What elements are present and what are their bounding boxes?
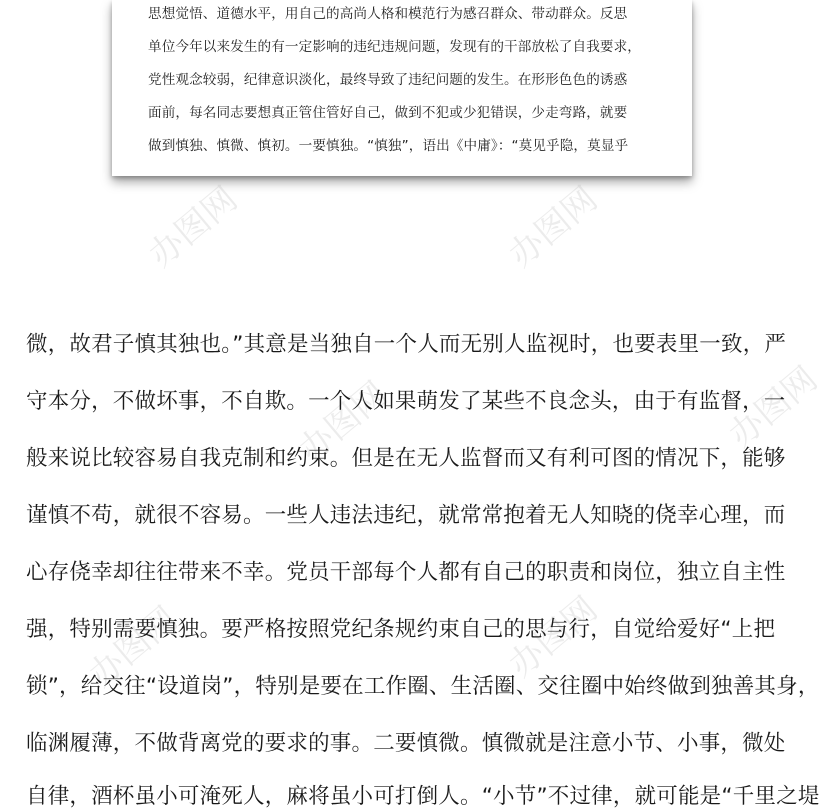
card-text-line: 单位今年以来发生的有一定影响的违纪违规问题，发现有的干部放松了自我要求，	[148, 39, 641, 55]
watermark-text: 办图网	[141, 179, 246, 276]
body-text-line: 谨慎不苟，就很不容易。一些人违法违纪，就常常抱着无人知晓的侥幸心理，而	[26, 503, 786, 528]
document-page-card	[112, 0, 692, 176]
card-text-line: 党性观念较弱，纪律意识淡化，最终导致了违纪问题的发生。在形形色色的诱惑	[148, 72, 628, 88]
body-text-line: 强，特别需要慎独。要严格按照党纪条规约束自己的思与行，自觉给爱好“上把	[26, 617, 776, 642]
body-text-line: 守本分，不做坏事，不自欺。一个人如果萌发了某些不良念头，由于有监督，一	[26, 389, 786, 414]
watermark-text: 办图网	[291, 374, 396, 471]
watermark-text: 办图网	[81, 599, 186, 696]
watermark-text: 办图网	[501, 179, 606, 276]
body-text-line: 般来说比较容易自我克制和约束。但是在无人监督而又有利可图的情况下，能够	[26, 446, 786, 471]
card-text-line: 面前，每名同志要想真正管住管好自己，做到不犯或少犯错误，少走弯路，就要	[148, 105, 628, 121]
card-text-line: 思想觉悟、道德水平，用自己的高尚人格和模范行为感召群众、带动群众。反思	[148, 6, 628, 22]
body-text-line: 自律，酒杯虽小可淹死人，麻将虽小可打倒人。“小节”不过律，就可能是“千里之堤	[26, 784, 820, 809]
body-text-line: 微，故君子慎其独也。”其意是当独自一个人而无别人监视时，也要表里一致，严	[26, 332, 787, 357]
body-text-line: 心存侥幸却往往带来不幸。党员干部每个人都有自己的职责和岗位，独立自主性	[26, 560, 786, 585]
body-text-line: 锁”，给交往“设道岗”，特别是要在工作圈、生活圈、交往圈中始终做到独善其身，	[26, 674, 820, 699]
body-text-line: 临渊履薄，不做背离党的要求的事。二要慎微。慎微就是注意小节、小事，微处	[26, 731, 786, 756]
card-text-line: 做到慎独、慎微、慎初。一要慎独。“慎独”，语出《中庸》：“莫见乎隐，莫显乎	[148, 138, 629, 154]
watermark-text: 办图网	[721, 359, 826, 456]
watermark-text: 办图网	[501, 589, 606, 686]
